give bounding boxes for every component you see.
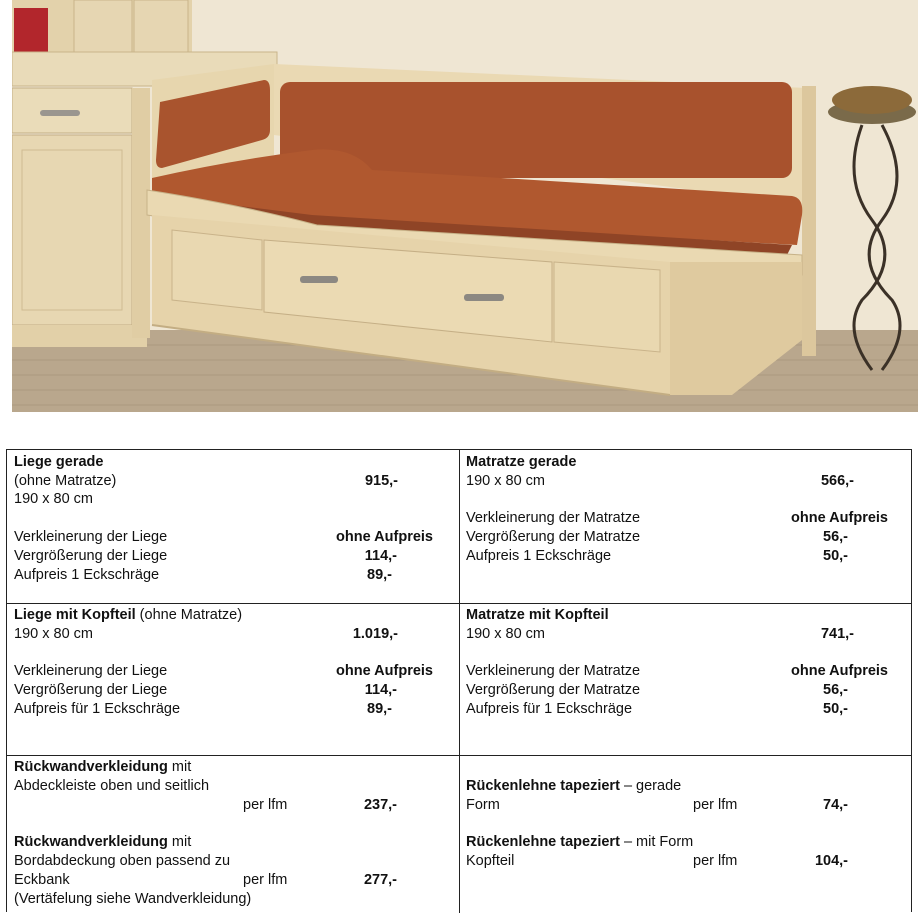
unit-label: per lfm	[243, 797, 288, 813]
block-note: (Vertäfelung siehe Wandverkleidung)	[14, 891, 252, 907]
block-description: Eckbank	[14, 872, 70, 888]
option-label: Vergrößerung der Liege	[14, 682, 168, 698]
unit-label: per lfm	[693, 853, 738, 869]
block-size: 190 x 80 cm	[14, 626, 93, 642]
block-title-line	[466, 833, 693, 852]
block-title-suffix: mit	[167, 834, 192, 850]
block-title: Rückwandverkleidung	[14, 834, 168, 850]
option-label: Aufpreis für 1 Eckschräge	[14, 701, 181, 717]
option-price: 50,-	[823, 701, 848, 717]
block-title: Matratze gerade	[466, 454, 577, 470]
option-price: ohne Aufpreis	[791, 663, 888, 679]
base-price: 566,-	[820, 473, 854, 489]
option-label: Aufpreis für 1 Eckschräge	[466, 701, 633, 717]
block-description: Form	[466, 797, 500, 813]
option-price: 114,-	[364, 548, 397, 564]
block-title: Rückenlehne tapeziert	[466, 834, 620, 850]
base-price: 104,-	[814, 853, 848, 869]
option-price: 56,-	[823, 682, 848, 698]
base-price: 237,-	[363, 797, 397, 813]
block-title: Liege gerade	[14, 454, 104, 470]
block-note: (ohne Matratze)	[14, 473, 117, 489]
block-title: Rückwandverkleidung	[14, 759, 168, 775]
block-description: Abdeckleiste oben und seitlich	[14, 778, 210, 794]
block-size: 190 x 80 cm	[466, 626, 545, 642]
option-label: Verkleinerung der Liege	[14, 663, 168, 679]
matratze-gerade-block	[466, 453, 906, 603]
option-label: Verkleinerung der Matratze	[466, 510, 641, 526]
unit-label: per lfm	[693, 797, 738, 813]
block-title-line	[466, 777, 681, 796]
block-title-suffix: – mit Form	[619, 834, 694, 850]
option-price: 50,-	[823, 548, 848, 564]
base-price: 915,-	[364, 473, 398, 489]
block-title: Matratze mit Kopfteil	[466, 607, 609, 623]
daybed-illustration	[12, 0, 918, 412]
row-divider-2	[7, 755, 912, 756]
base-price: 741,-	[820, 626, 854, 642]
rueckenlehne-block	[466, 758, 906, 913]
product-photo	[12, 0, 918, 412]
block-size: 190 x 80 cm	[466, 473, 545, 489]
block-title-line	[14, 833, 191, 852]
option-label: Aufpreis 1 Eckschräge	[14, 567, 160, 583]
option-price: 56,-	[823, 529, 848, 545]
base-price: 1.019,-	[352, 626, 398, 642]
liege-gerade-block	[14, 453, 454, 603]
liege-mit-kopfteil-block	[14, 606, 454, 754]
option-label: Vergrößerung der Matratze	[466, 682, 641, 698]
block-title: Rückenlehne tapeziert	[466, 778, 620, 794]
option-price: 89,-	[367, 701, 392, 717]
option-label: Aufpreis 1 Eckschräge	[466, 548, 612, 564]
option-price: 114,-	[364, 682, 397, 698]
block-description: Bordabdeckung oben passend zu	[14, 853, 231, 869]
block-title-suffix: mit	[167, 759, 192, 775]
unit-label: per lfm	[243, 872, 288, 888]
block-size: 190 x 80 cm	[14, 491, 93, 507]
matratze-mit-kopfteil-block	[466, 606, 906, 754]
block-title-suffix: – gerade	[619, 778, 682, 794]
block-title-line	[14, 606, 242, 625]
block-title-line	[14, 758, 191, 777]
option-price: ohne Aufpreis	[336, 663, 433, 679]
block-title: Liege mit Kopfteil	[14, 607, 136, 623]
option-label: Vergrößerung der Matratze	[466, 529, 641, 545]
row-divider-1	[7, 603, 912, 604]
rueckwand-block	[14, 758, 454, 913]
option-price: ohne Aufpreis	[336, 529, 433, 545]
option-label: Verkleinerung der Matratze	[466, 663, 641, 679]
base-price: 74,-	[823, 797, 848, 813]
base-price: 277,-	[363, 872, 397, 888]
option-price: 89,-	[367, 567, 392, 583]
block-description: Kopfteil	[466, 853, 515, 869]
block-title-suffix: (ohne Matratze)	[135, 607, 243, 623]
price-table	[6, 449, 912, 912]
column-divider	[459, 450, 460, 913]
option-price: ohne Aufpreis	[791, 510, 888, 526]
option-label: Verkleinerung der Liege	[14, 529, 168, 545]
option-label: Vergrößerung der Liege	[14, 548, 168, 564]
